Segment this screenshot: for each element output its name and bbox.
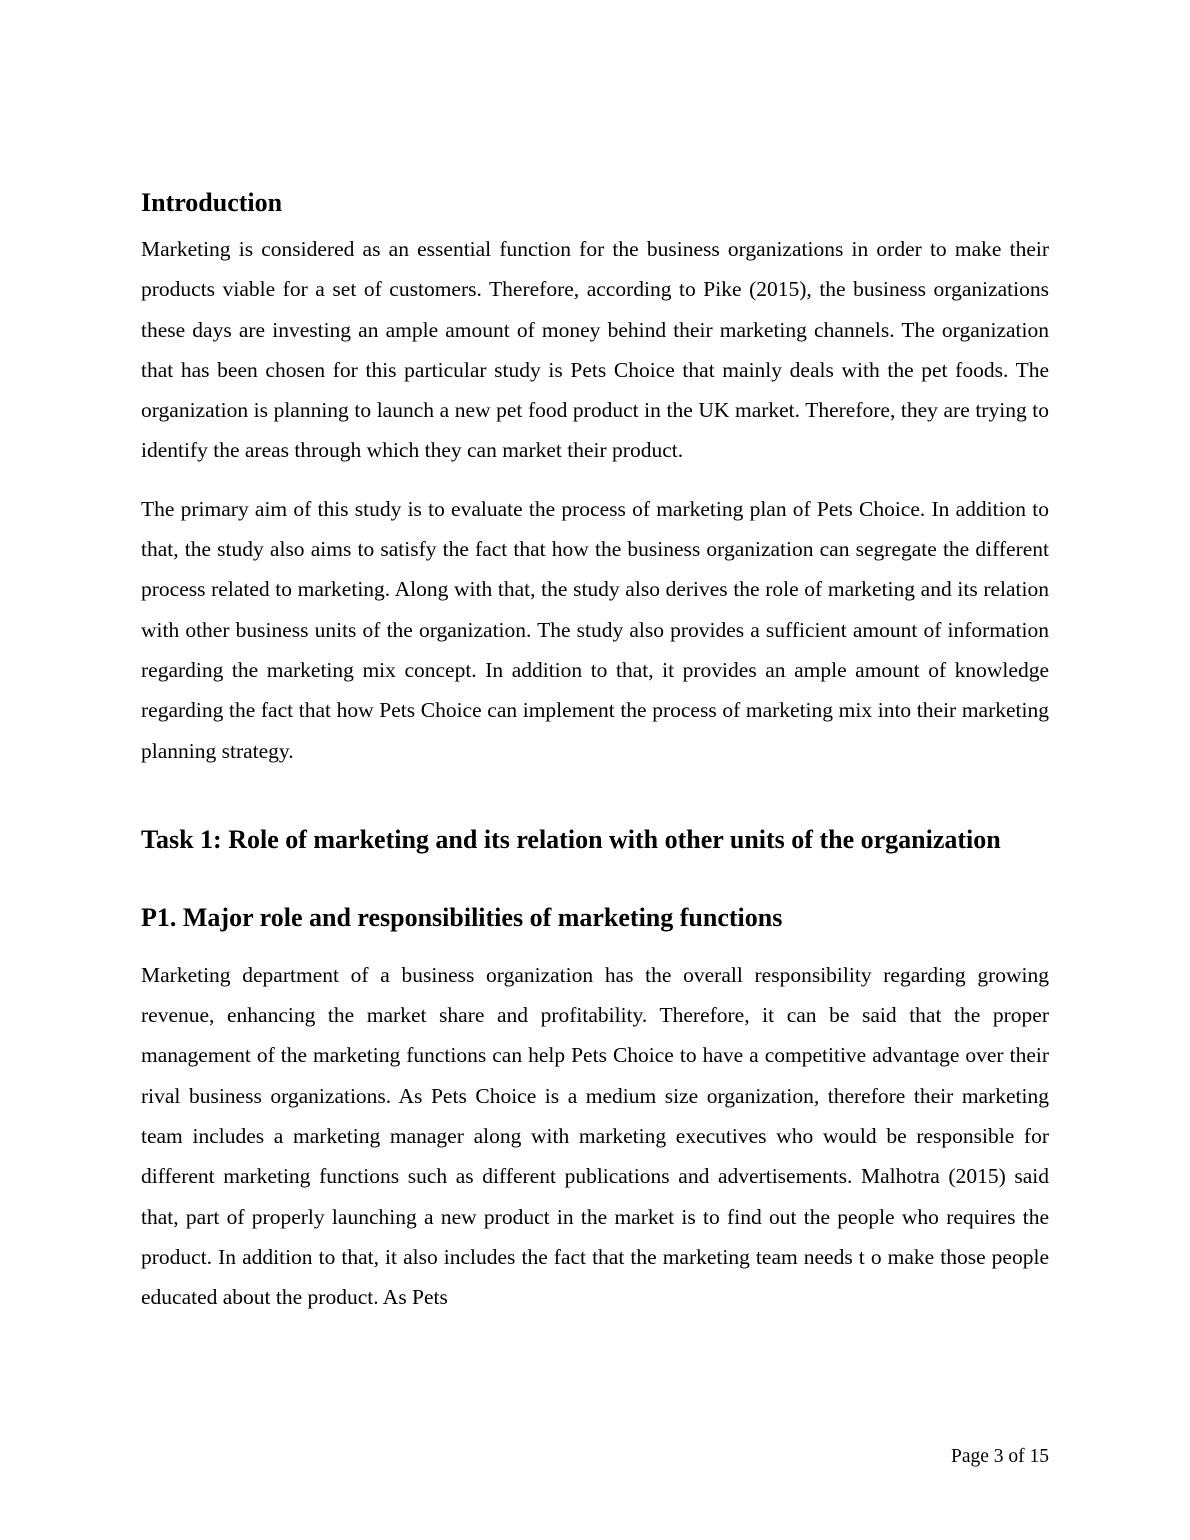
page-number: Page 3 of 15 bbox=[950, 1446, 1049, 1467]
task-1-heading: Task 1: Role of marketing and its relation with other units of the organization bbox=[141, 824, 1001, 854]
introduction-paragraph-2: The primary aim of this study is to evaluate the process of marketing plan of Pets Choice. In addition to that, the study also aims to satisfy the fact that how the business organization can segregate the different process related to marketing. Along with that, the study also derives the role of marketing and its relation with other business units of the organization. The study also provides a sufficient amount of information regarding the marketing mix concept. In addition to that, it provides an ample amount of knowledge regarding the fact that how Pets Choice can implement the process of marketing mix into their marketing planning strategy. bbox=[141, 496, 1049, 763]
document-body bbox=[141, 186, 1049, 1318]
p1-paragraph: Marketing department of a business organization has the overall responsibility regarding growing revenue, enhancing the market share and profitability. Therefore, it can be said that the proper management of the marketing functions can help Pets Choice to have a competitive advantage over their rival business organizations. As Pets Choice is a medium size organization, therefore their marketing team includes a marketing manager along with marketing executives who would be responsible for different marketing functions such as different publications and advertisements. Malhotra (2015) said that, part of properly launching a new product in the market is to find out the people who requires the product. In addition to that, it also includes the fact that the marketing team needs t o make those people educated about the product. As Pets bbox=[141, 962, 1049, 1310]
introduction-heading: Introduction bbox=[141, 188, 283, 217]
p1-heading: P1. Major role and responsibilities of marketing functions bbox=[141, 902, 783, 932]
introduction-paragraph-1: Marketing is considered as an essential function for the business organizations in order to make their products viable for a set of customers. Therefore, according to Pike (2015), the business organizations these days are investing an ample amount of money behind their marketing channels. The organization that has been chosen for this particular study is Pets Choice that mainly deals with the pet foods. The organization is planning to launch a new pet food product in the UK market. Therefore, they are trying to identify the areas through which they can market their product. bbox=[141, 237, 1049, 463]
